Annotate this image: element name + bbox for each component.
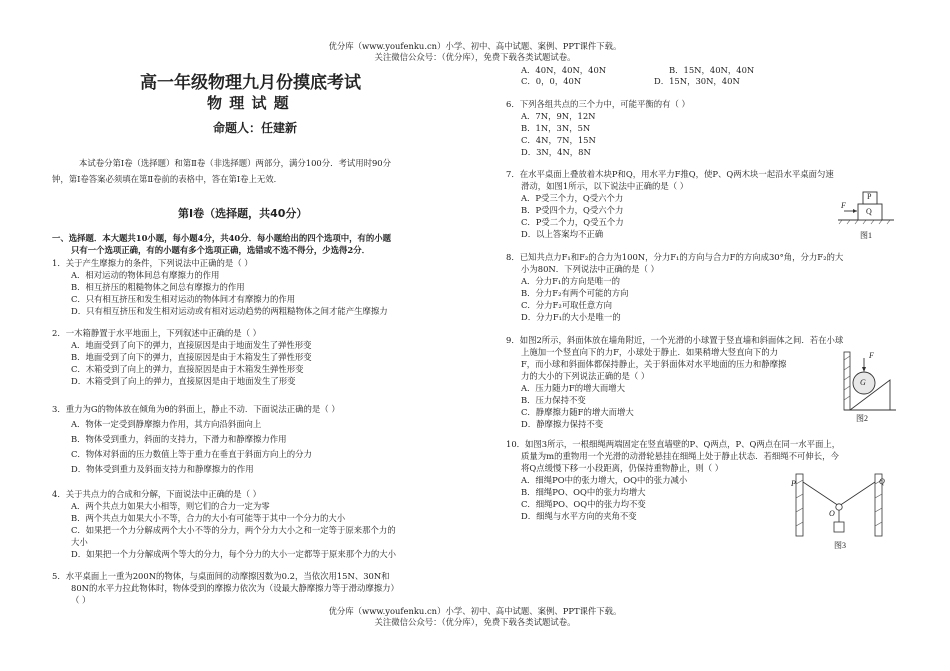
instructions-line-2: 只有一个选项正确，有的小题有多个选项正确，选错或不选不得分，少选得2分． — [71, 245, 370, 255]
q6-option-b: B．1N，3N，5N — [521, 123, 591, 133]
q1-stem: 1．关于产生摩擦力的条件，下列说法中正确的是（ ） — [52, 258, 253, 268]
q10-stem-line-3: 将Q点缓慢下移一小段距离，仍保持重物静止，则（ ） — [521, 463, 724, 473]
q5-option-a: A．40N，40N，40N — [521, 65, 607, 75]
rope-po — [803, 482, 839, 506]
q9-stem-line-2: 上施加一个竖直向下的力F，小球处于静止．如果稍增大竖直向下的力 — [521, 347, 779, 357]
q4-option-a: A．两个共点力如果大小相等，则它们的合力一定为零 — [71, 501, 270, 511]
figure-1-ground-hatch — [839, 220, 890, 224]
q9-stem-line-4: 力的大小的下列说法正确的是（ ） — [521, 371, 650, 381]
q2-option-a: A．地面受到了向下的弹力，直接原因是由于地面发生了弹性形变 — [71, 340, 312, 350]
exam-author: 命题人：任建新 — [213, 121, 298, 135]
figure-2-wall — [844, 352, 850, 410]
exam-title: 高一年级物理九月份摸底考试 — [140, 73, 361, 93]
q1-option-b: B．相互挤压的粗糙物体之间总有摩擦力的作用 — [71, 282, 245, 292]
q10-option-a: A．细绳PO中的张力增大，OQ中的张力减小 — [521, 475, 688, 485]
figure-1-label-p: P — [867, 192, 872, 201]
q4-option-c-line-2: 大小 — [71, 537, 88, 547]
q7-option-b: B．P受四个力，Q受六个力 — [521, 205, 624, 215]
q8-stem-line-1: 8．已知共点力F₁和F₂的合力为100N，分力F₁的方向与合力F的方向成30°角，分力F₂的大 — [506, 252, 844, 262]
q9-option-a: A．压力随力F的增大而增大 — [521, 383, 625, 393]
figure-2-force-arrowhead — [862, 367, 866, 372]
q5-option-b: B．15N，40N，40N — [669, 65, 755, 75]
q5-stem-line-3: （ ） — [71, 595, 91, 605]
q1-option-d: D．只有相互挤压和发生相对运动或有相对运动趋势的两粗糙物体之间才能产生摩擦力 — [71, 306, 388, 316]
q8-option-d: D．分力F₁的大小是唯一的 — [521, 312, 621, 322]
q9-option-c: C．静摩擦力随F的增大而增大 — [521, 407, 634, 417]
q10-option-c: C．细绳PO、OQ中的张力均不变 — [521, 499, 646, 509]
figure-2-diagram — [836, 346, 898, 414]
figure-2-label-f: F — [869, 351, 874, 360]
q3-stem: 3．重力为G的物体放在倾角为θ的斜面上，静止不动．下面说法正确的是（ ） — [52, 404, 340, 414]
intro-line-1: 本试卷分第Ⅰ卷（选择题）和第Ⅱ卷（非选择题）两部分，满分100分．考试用时90分 — [79, 158, 392, 168]
q7-stem-line-1: 7．在水平桌面上叠放着木块P和Q，用水平力F推Q，使P、Q两木块一起沿水平桌面匀速 — [506, 169, 834, 179]
q9-stem-line-1: 9．如图2所示，斜面体放在墙角附近，一个光滑的小球置于竖直墙和斜面体之间．若在小球 — [506, 335, 844, 345]
part1-heading: 第Ⅰ卷（选择题，共40分） — [178, 207, 308, 220]
q1-option-a: A．相对运动的物体间总有摩擦力的作用 — [71, 270, 220, 280]
q10-stem-line-1: 10．如图3所示，一根细绳两端固定在竖直墙壁的P、Q两点，P、Q两点在同一水平面上， — [506, 439, 841, 449]
figure-2-caption: 图2 — [856, 414, 868, 423]
q8-option-a: A．分力F₁的方向是唯一的 — [521, 276, 620, 286]
q1-option-c: C．只有相互挤压和发生相对运动的物体间才有摩擦力的作用 — [71, 294, 296, 304]
figure-3-label-q: Q — [879, 477, 885, 486]
footer-line-2: 关注微信公众号：（优分库），免费下载各类试题试卷。 — [374, 617, 576, 627]
weight-block — [834, 522, 844, 532]
pulley — [836, 504, 842, 510]
figure-3-label-p: P — [791, 479, 796, 488]
footer-line-1: 优分库（www.youfenku.cn）小学、初中、高中试题、案例、PPT课件下载。 — [328, 606, 622, 616]
q6-option-d: D．3N，4N，8N — [521, 147, 591, 157]
q3-option-b: B．物体受到重力，斜面的支持力，下滑力和静摩擦力作用 — [71, 434, 287, 444]
header-line-2: 关注微信公众号：（优分库），免费下载各类试题试卷。 — [374, 52, 576, 62]
rope-oq — [839, 482, 875, 506]
q9-option-d: D．静摩擦力保持不变 — [521, 419, 604, 429]
q10-option-d: D．细绳与水平方向的夹角不变 — [521, 511, 637, 521]
q2-stem: 2．一木箱静置于水平地面上，下列叙述中正确的是（ ） — [52, 328, 261, 338]
exam-subtitle: 物 理 试 题 — [207, 94, 290, 112]
figure-3-caption: 图3 — [834, 541, 846, 550]
q5-option-c: C．0，0，40N — [521, 76, 582, 86]
q9-option-b: B．压力保持不变 — [521, 395, 586, 405]
q5-stem-line-1: 5．水平桌面上一重为200N的物体，与桌面间的动摩擦因数为0.2，当依次用15N、30N和 — [52, 571, 390, 581]
q2-option-d: D．木箱受到了向上的弹力，直接原因是由于地面发生了形变 — [71, 376, 296, 386]
q4-option-d: D．如果把一个力分解成两个等大的分力，每个分力的大小一定都等于原来那个力的大小 — [71, 549, 396, 559]
q4-option-b: B．两个共点力如果大小不等，合力的大小有可能等于其中一个分力的大小 — [71, 513, 346, 523]
q7-stem-line-2: 滑动，如图1所示，以下说法中正确的是（ ） — [521, 181, 689, 191]
q8-option-b: B．分力F₂有两个可能的方向 — [521, 288, 629, 298]
q3-option-c: C．物体对斜面的压力数值上等于重力在垂直于斜面方向上的分力 — [71, 449, 312, 459]
q6-option-c: C．4N，7N，15N — [521, 135, 596, 145]
q7-option-d: D．以上答案均不正确 — [521, 229, 604, 239]
q5-stem-line-2: 80N的水平力拉此物体时，物体受到的摩擦力依次为（设最大静摩擦力等于滑动摩擦力） — [71, 583, 399, 593]
q2-option-c: C．木箱受到了向上的弹力，直接原因是由于木箱发生弹性形变 — [71, 364, 304, 374]
q10-option-b: B．细绳PO、OQ中的张力均增大 — [521, 487, 646, 497]
q3-option-d: D．物体受到重力及斜面支持力和静摩擦力的作用 — [71, 464, 254, 474]
q5-option-d: D．15N，30N，40N — [654, 76, 740, 86]
intro-line-2: 钟，第Ⅰ卷答案必须填在第Ⅱ卷前的表格中，答在第Ⅰ卷上无效． — [52, 174, 283, 184]
q6-option-a: A．7N，9N，12N — [521, 111, 596, 121]
figure-2-label-g: G — [860, 378, 866, 387]
figure-1-label-f: F — [841, 201, 846, 210]
q8-stem-line-2: 小为80N．下列说法中正确的是（ ） — [521, 264, 659, 274]
q6-stem: 6．下列各组共点的三个力中，可能平衡的有（ ） — [506, 99, 690, 109]
figure-1-caption: 图1 — [860, 231, 872, 240]
figure-3-diagram — [790, 470, 890, 538]
q4-stem: 4．关于共点力的合成和分解，下面说法中正确的是（ ） — [52, 489, 261, 499]
q4-option-c-line-1: C．如果把一个力分解成两个大小不等的分力，两个分力大小之和一定等于原来那个力的 — [71, 525, 396, 535]
q8-option-c: C．分力F₂可取任意方向 — [521, 300, 612, 310]
instructions-line-1: 一、选择题．本大题共10小题，每小题4分，共40分．每小题给出的四个选项中，有的小题 — [52, 233, 392, 243]
figure-1-label-q: Q — [866, 207, 872, 216]
q7-option-c: C．P受二个力，Q受五个力 — [521, 217, 624, 227]
q7-option-a: A．P受三个力，Q受六个力 — [521, 193, 624, 203]
q10-stem-line-2: 质量为m的重物用一个光滑的动滑轮悬挂在细绳上处于静止状态．若细绳不可伸长，今 — [521, 451, 839, 461]
header-line-1: 优分库（www.youfenku.cn）小学、初中、高中试题、案例、PPT课件下载。 — [328, 41, 622, 51]
q9-stem-line-3: F，而小球和斜面体都保持静止，关于斜面体对水平地面的压力和静摩擦 — [521, 359, 787, 369]
q3-option-a: A．物体一定受到静摩擦力作用，其方向沿斜面向上 — [71, 419, 262, 429]
force-f-arrowhead — [853, 209, 857, 213]
figure-3-label-o: O — [829, 509, 835, 518]
q2-option-b: B．地面受到了向下的弹力，直接原因是由于木箱发生了弹性形变 — [71, 352, 312, 362]
